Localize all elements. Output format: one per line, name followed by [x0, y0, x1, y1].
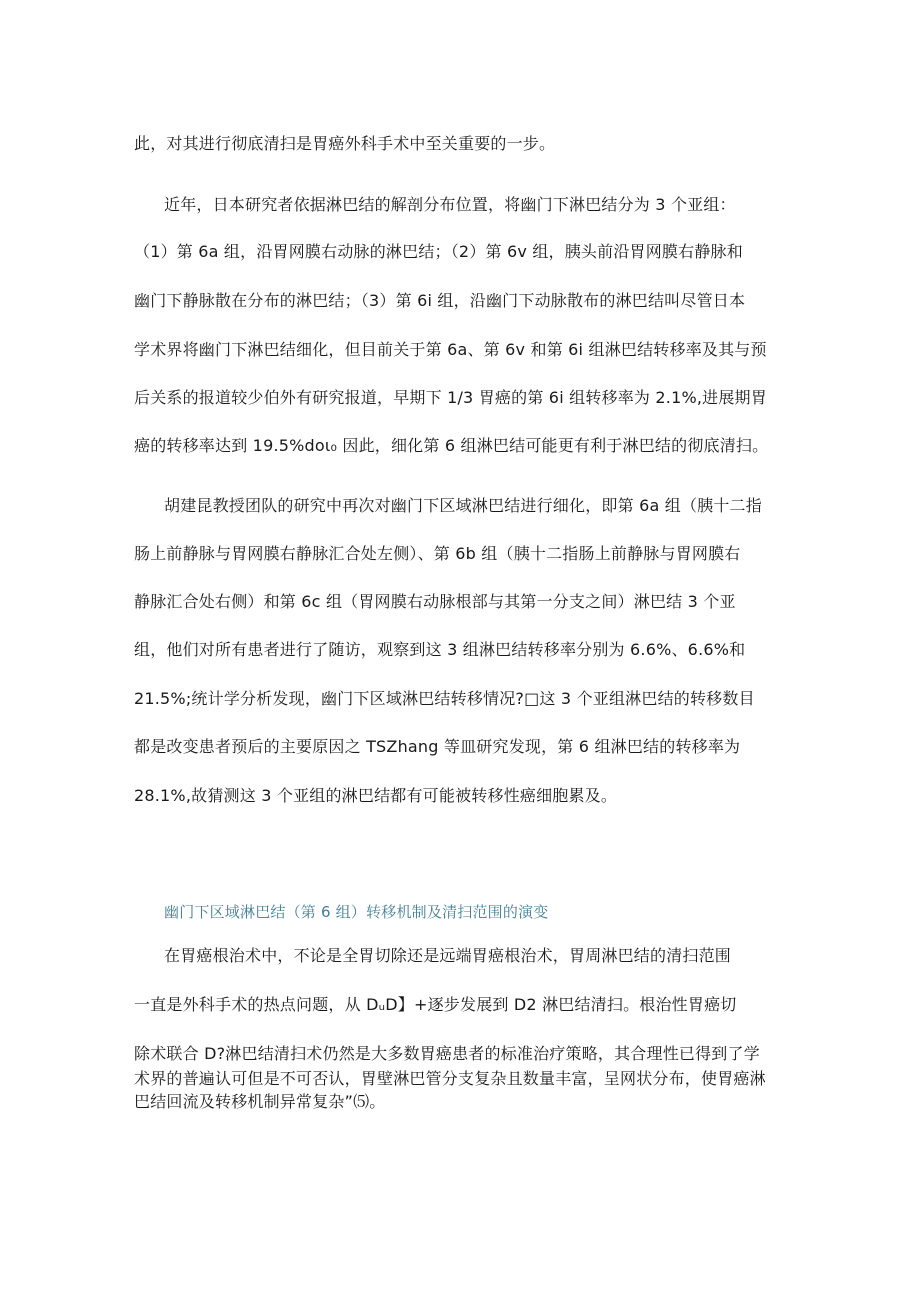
paragraph-3-line-3: 静脉汇合处右侧）和第 6c 组（胃网膜右动脉根部与其第一分支之间）淋巴结 3 个亚	[134, 592, 736, 611]
paragraph-4-line-1: 在胃癌根治术中，不论是全胃切除还是远端胃癌根治术，胃周淋巴结的清扫范围	[164, 946, 732, 965]
section-heading: 幽门下区域淋巴结（第 6 组）转移机制及清扫范围的演变	[164, 903, 549, 921]
paragraph-2-line-3: 幽门下静脉散在分布的淋巴结；（3）第 6i 组，沿幽门下动脉散布的淋巴结叫尽管日本	[134, 291, 746, 310]
paragraph-2-line-2: （1）第 6a 组，沿胃网膜右动脉的淋巴结；（2）第 6v 组，胰头前沿胃网膜右静脉和	[134, 242, 743, 261]
paragraph-3-line-5: 21.5%;统计学分析发现，幽门下区域淋巴结转移情况?□这 3 个亚组淋巴结的转移数目	[134, 689, 755, 708]
paragraph-3-line-4: 组，他们对所有患者进行了随访，观察到这 3 组淋巴结转移率分别为 6.6%、6.6%和	[134, 640, 746, 659]
paragraph-4-line-4: 术界的普遍认可但是不可否认，胃壁淋巴管分支复杂且数量丰富，呈网状分布，使胃癌淋	[134, 1069, 766, 1088]
paragraph-4-line-5: 巴结回流及转移机制异常复杂”⑸。	[134, 1092, 386, 1111]
paragraph-1-line-1: 此，对其进行彻底清扫是胃癌外科手术中至关重要的一步。	[134, 134, 556, 153]
paragraph-3-line-1: 胡建昆教授团队的研究中再次对幽门下区域淋巴结进行细化，即第 6a 组（胰十二指	[164, 496, 762, 515]
paragraph-3-line-6: 都是改变患者预后的主要原因之 TSZhang 等皿研究发现，第 6 组淋巴结的转移率为	[134, 737, 741, 756]
paragraph-2-line-5: 后关系的报道较少伯外有研究报道，早期下 1/3 胃癌的第 6i 组转移率为 2.1%,进展期胃	[134, 388, 767, 407]
paragraph-2-line-1: 近年，日本研究者依据淋巴结的解剖分布位置，将幽门下淋巴结分为 3 个亚组：	[164, 195, 736, 214]
paragraph-4-line-3: 除术联合 D?淋巴结清扫术仍然是大多数胃癌患者的标准治疗策略，其合理性已得到了学	[134, 1044, 760, 1063]
paragraph-2-line-4: 学术界将幽门下淋巴结细化，但目前关于第 6a、第 6v 和第 6i 组淋巴结转移率及其与预	[134, 340, 767, 359]
paragraph-2-line-6: 癌的转移率达到 19.5%doι₀ 因此，细化第 6 组淋巴结可能更有利于淋巴结的彻底清扫。	[134, 436, 769, 455]
paragraph-3-line-2: 肠上前静脉与胃网膜右静脉汇合处左侧）、第 6b 组（胰十二指肠上前静脉与胃网膜右	[134, 544, 741, 563]
paragraph-4-line-2: 一直是外科手术的热点问题，从 DᵤD】+逐步发展到 D2 淋巴结清扫。根治性胃癌切	[134, 995, 737, 1014]
paragraph-3-line-7: 28.1%,故猜测这 3 个亚组的淋巴结都有可能被转移性癌细胞累及。	[134, 786, 618, 805]
